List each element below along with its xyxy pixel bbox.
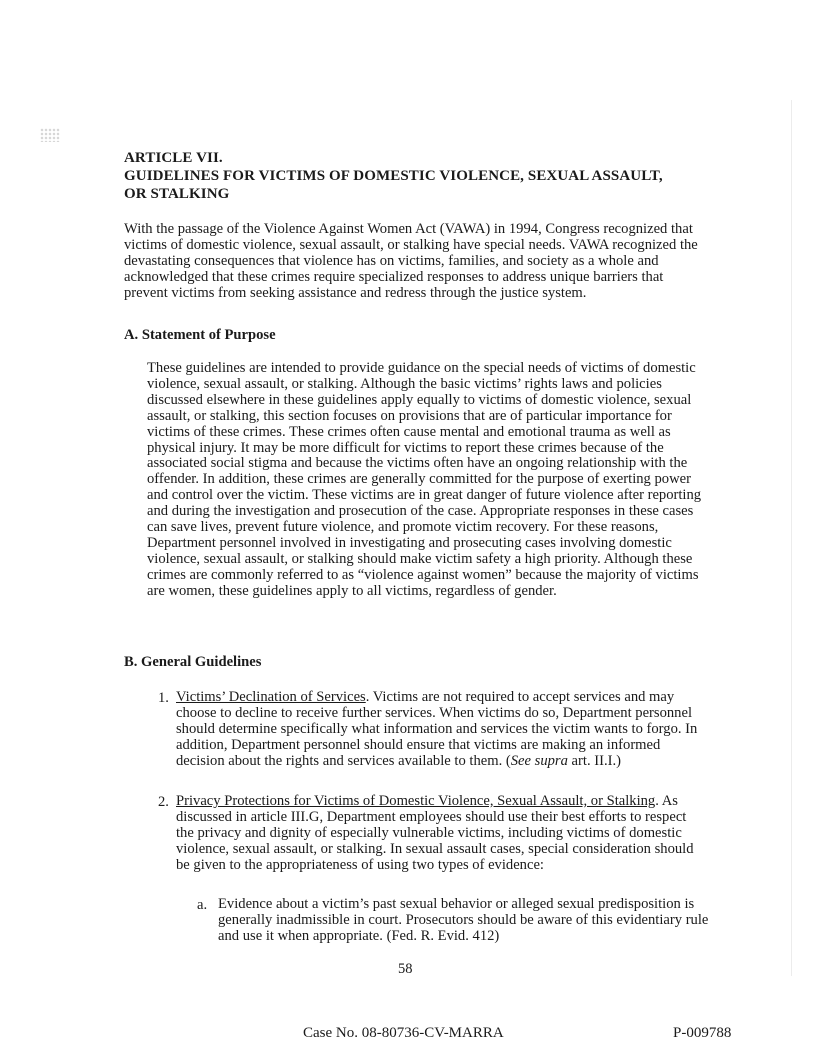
section-b-heading: B. General Guidelines xyxy=(124,654,262,670)
list-item-body: . Victims are not required to accept services and may choose to decline to receive further services. When victims do so, Department personnel should determine specifically what information and services the victim wants to forgo. In addition, Department personnel should ensure that victims are making an informed decision about the rights and services available to them. ( xyxy=(176,689,698,769)
citation-italic: See supra xyxy=(510,752,568,769)
article-number: ARTICLE VII. xyxy=(124,150,223,166)
section-a-body: These guidelines are intended to provide guidance on the special needs of victims of domestic violence, sexual assault, or stalking. Although the basic victims’ rights laws and policies discussed elsewhere in these guidelines apply equally to victims of domestic violence, sexual assault, or stalking, this section focuses on provisions that are of particular importance for victims of these crimes. These crimes often cause mental and emotional trauma as well as physical injury. It may be more difficult for victims to report these crimes because of the associated social stigma and because the victims often have an ongoing relationship with the offender. In addition, these crimes are generally committed for the purpose of exerting power and control over the victim. These victims are in great danger of future violence after reporting and during the investigation and prosecution of the case. Appropriate responses in these cases can save lives, prevent future violence, and promote victim recovery. For these reasons, Department personnel involved in investigating and prosecuting cases involving domestic violence, sexual assault, or stalking should make victim safety a high priority. Although these crimes are commonly referred to as “violence against women” because the majority of victims are women, these guidelines apply to all victims, regardless of gender. xyxy=(147,360,702,599)
list-item-title: Privacy Protections for Victims of Domestic Violence, Sexual Assault, or Stalking xyxy=(176,793,656,809)
citation-rest: art. II.I.) xyxy=(567,752,621,769)
list-item-number: 1. xyxy=(158,690,169,706)
scan-artifact xyxy=(40,128,60,142)
case-number: Case No. 08-80736-CV-MARRA xyxy=(303,1025,504,1041)
bates-number: P-009788 xyxy=(673,1025,732,1041)
section-a-heading: A. Statement of Purpose xyxy=(124,327,276,343)
page-number: 58 xyxy=(398,961,413,977)
list-item-1 xyxy=(176,690,700,770)
article-title-line-2: OR STALKING xyxy=(124,186,230,202)
scan-edge-line xyxy=(791,100,792,976)
list-item-body: . As discussed in article III.G, Department employees should use their best efforts to respect the privacy and dignity of especially vulnerable victims, including victims of domestic violence, sexual assault, or stalking. In sexual assault cases, special consideration should be given to the appropriateness of using two types of evidence: xyxy=(176,793,694,873)
list-item-number: 2. xyxy=(158,794,169,810)
list-item-title: Victims’ Declination of Services xyxy=(176,689,366,705)
sublist-item-a: Evidence about a victim’s past sexual behavior or alleged sexual predisposition is generally inadmissible in court. Prosecutors should be aware of this evidentiary rule and use it when appropriate. (Fed. R. Evid. 412) xyxy=(218,896,709,944)
article-title-line-1: GUIDELINES FOR VICTIMS OF DOMESTIC VIOLENCE, SEXUAL ASSAULT, xyxy=(124,168,663,184)
sublist-item-letter: a. xyxy=(197,897,208,913)
intro-paragraph: With the passage of the Violence Against Women Act (VAWA) in 1994, Congress recognized that victims of domestic violence, sexual assault, or stalking have special needs. VAWA recognized the devastating consequences that violence has on victims, families, and society as a whole and acknowledged that these crimes require specialized responses to address unique barriers that prevent victims from seeking assistance and redress through the justice system. xyxy=(124,221,698,301)
list-item-2 xyxy=(176,794,706,874)
